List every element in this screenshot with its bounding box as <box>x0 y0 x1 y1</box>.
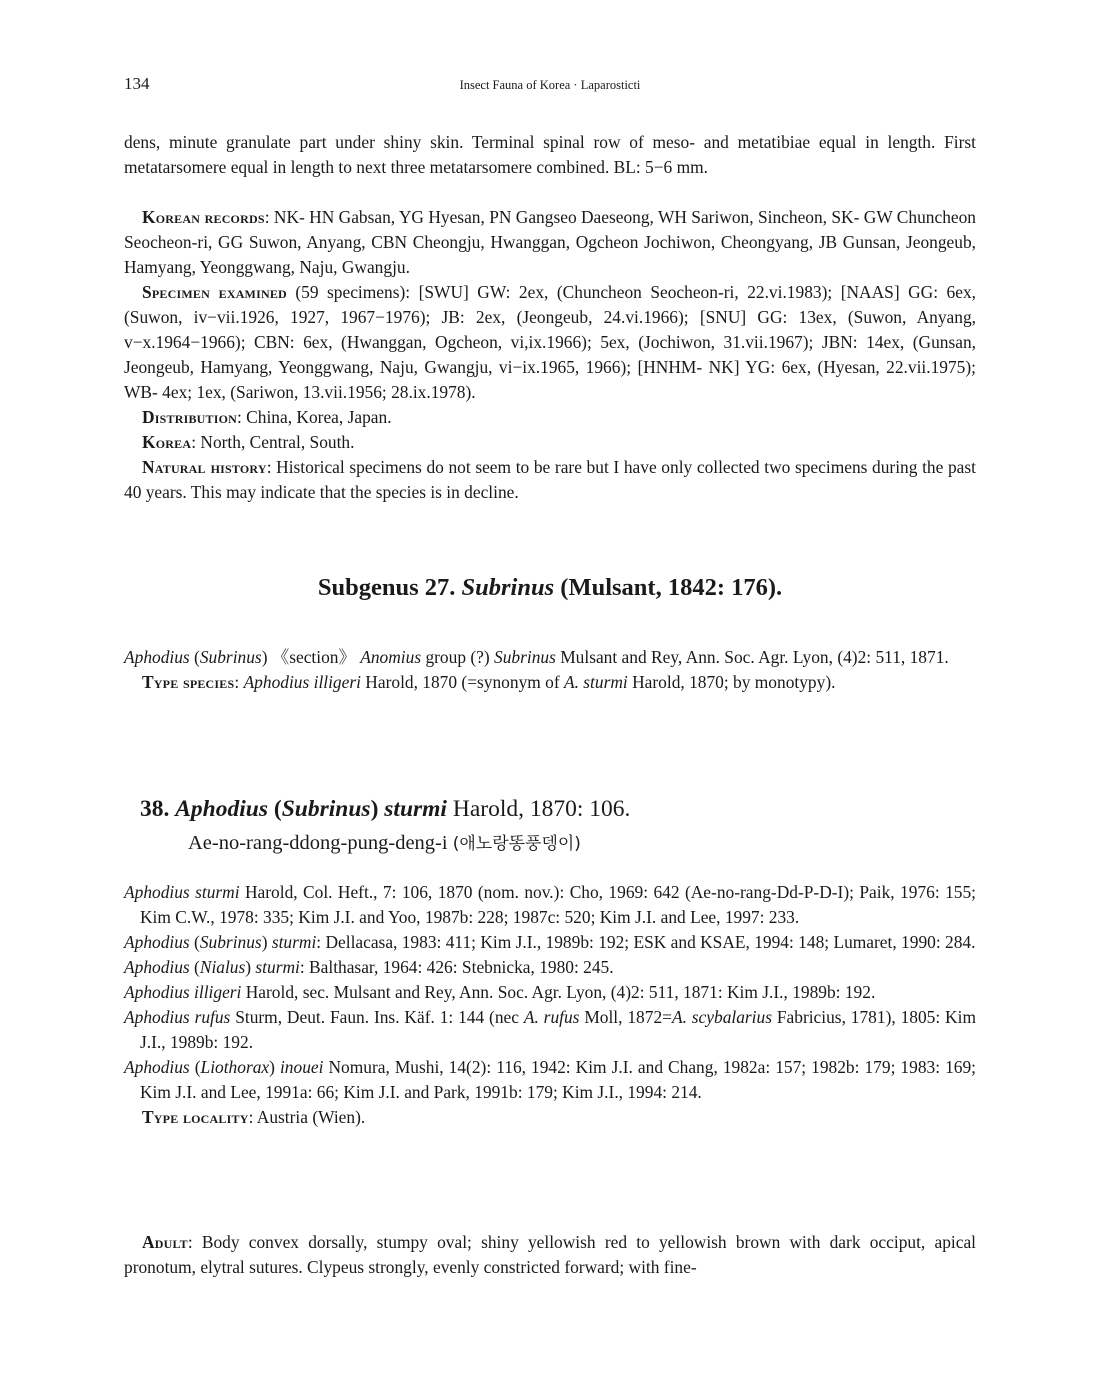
synonym-subgenus: Nialus <box>199 957 246 977</box>
korea-label: Korea <box>142 432 192 452</box>
distribution-paragraph <box>124 405 976 430</box>
synonym-entry <box>124 930 976 955</box>
species-common-name-line <box>188 829 581 855</box>
specimen-examined-paragraph <box>124 280 976 405</box>
distribution-text: : China, Korea, Japan. <box>237 407 392 427</box>
specimen-examined-label: Specimen examined <box>142 282 287 302</box>
synonym-subgenus: Subrinus <box>199 932 262 952</box>
type-locality-text: : Austria (Wien). <box>248 1107 366 1127</box>
syn-text: Mulsant and Rey, Ann. Soc. Agr. Lyon, (4)2: 511, 1871. <box>555 647 949 667</box>
type-text: Harold, 1870 (=synonym of <box>360 672 564 692</box>
synonym-name: Aphodius sturmi <box>124 882 240 902</box>
species-common-name: Ae-no-rang-ddong-pung-deng-i <box>188 832 448 854</box>
synonym-text: ) <box>261 932 272 952</box>
synonym-entry <box>124 980 976 1005</box>
type-text: : <box>234 672 244 692</box>
synonym-text: ( <box>189 932 200 952</box>
type-species-label: Type species <box>142 672 235 692</box>
synonym-name: A. rufus <box>523 1007 580 1027</box>
specimen-examined-text: (59 specimens): [SWU] GW: 2ex, (Chuncheon Seocheon-ri, 22.vi.1983); [NAAS] GG: 6ex, (Suwon, iv−vii.1926, 1927, 1967−1976); JB: 2ex, (Jeongeub, 24.vi.1966); [SNU] GG: 13ex, (Suwon, Anyang, v−x.1964−1966); CBN: 6ex, (Hwanggan, Ogcheon, vi,ix.1966); 5ex, (Jochiwon, 31.vii.1967); JBN: 14ex, (Gunsan, Jeongeub, Hamyang, Yeonggwang, Naju, Gwangju, vi−ix.1965, 1966); [HNHM- NK] YG: 6ex, (Hyesan, 22.vii.1975); WB- 4ex; 1ex, (Sariwon, 13.vii.1956; 28.ix.1978). <box>124 282 976 402</box>
species-heading <box>140 796 630 823</box>
synonym-entry <box>124 955 976 980</box>
species-subgenus: (Subrinus) <box>273 796 379 822</box>
synonym-citation: Nomura, Mushi, 14(2): 116, 1942: Kim J.I. and Chang, 1982a: 157; 1982b: 179; 1983: 169; Kim J.I. and Lee, 1991a: 66; Kim J.I. and Park, 1991b: 179; Kim J.I., 1994: 214. <box>140 1057 976 1102</box>
synonym-name: Aphodius <box>124 1057 190 1077</box>
synonym-citation: : Dellacasa, 1983: 411; Kim J.I., 1989b: 192; ESK and KSAE, 1994: 148; Lumaret, 1990: 284. <box>316 932 976 952</box>
syn-subgenus: Subrinus <box>494 647 556 667</box>
korean-records-text: : NK- HN Gabsan, YG Hyesan, PN Gangseo Daeseong, WH Sariwon, Sincheon, SK- GW Chuncheon Seocheon-ri, GG Suwon, Anyang, CBN Cheongju, Hwanggan, Ogcheon Jochiwon, Cheongyang, JB Gunsan, Jeongeub, Hamyang, Yeonggwang, Naju, Gwangju. <box>124 207 976 277</box>
adult-label: Adult <box>142 1232 188 1252</box>
natural-history-label: Natural history <box>142 457 267 477</box>
synonym-citation: Harold, sec. Mulsant and Rey, Ann. Soc. Agr. Lyon, (4)2: 511, 1871: Kim J.I., 1989b: 192. <box>241 982 876 1002</box>
syn-section: Anomius <box>360 647 422 667</box>
type-species-name: A. sturmi <box>563 672 628 692</box>
syn-genus: Aphodius <box>124 647 190 667</box>
korea-paragraph <box>124 430 976 455</box>
continued-description <box>124 130 976 180</box>
synonym-citation: Moll, 1872= <box>579 1007 672 1027</box>
synonym-name: Aphodius <box>124 932 190 952</box>
species-korean-name: (애노랑똥풍뎅이) <box>452 834 581 854</box>
synonym-citation: : Balthasar, 1964: 426: Stebnicka, 1980: 245. <box>299 957 614 977</box>
species-genus: Aphodius <box>175 796 268 822</box>
syn-text: group (?) <box>421 647 495 667</box>
species-synonymy <box>124 880 976 1130</box>
page-header <box>124 74 976 98</box>
continued-paragraph: dens, minute granulate part under shiny skin. Terminal spinal row of meso- and metatibiae equal in length. First metatarsomere equal in length to next three metatarsomere combined. BL: 5−6 mm. <box>124 132 976 177</box>
synonym-text: ( <box>189 1057 201 1077</box>
synonym-citation: Fabricius, 1781), 1805: Kim J.I., 1989b: 192. <box>140 1007 976 1052</box>
running-title: Insect Fauna of Korea · Laparosticti <box>459 78 641 92</box>
syn-text: ) 《section》 <box>261 647 361 667</box>
natural-history-paragraph <box>124 455 976 505</box>
synonym-epithet: sturmi <box>271 932 317 952</box>
synonym-entry <box>124 1005 976 1055</box>
synonym-epithet: sturmi <box>255 957 300 977</box>
korean-records-label: Korean records <box>142 207 265 227</box>
synonym-citation: Harold, Col. Heft., 7: 106, 1870 (nom. nov.): Cho, 1969: 642 (Ae-no-rang-Dd-P-D-I); Paik, 1976: 155; Kim C.W., 1978: 335; Kim J.I. and Yoo, 1987b: 228; 1987c: 520; Kim J.I. and Lee, 1997: 233. <box>140 882 976 927</box>
subgenus-heading <box>124 574 976 602</box>
synonym-entry <box>124 1055 976 1105</box>
type-locality-paragraph <box>124 1105 976 1130</box>
type-text: Harold, 1870; by monotypy). <box>627 672 836 692</box>
synonym-citation: Sturm, Deut. Faun. Ins. Käf. 1: 144 (nec <box>230 1007 524 1027</box>
adult-text: : Body convex dorsally, stumpy oval; shiny yellowish red to yellowish brown with dark occiput, apical pronotum, elytral sutures. Clypeus strongly, evenly constricted forward; with fine- <box>124 1232 976 1277</box>
type-locality-label: Type locality <box>142 1107 249 1127</box>
synonym-text: ) <box>269 1057 280 1077</box>
syn-text: ( <box>189 647 200 667</box>
subgenus-synonym-entry <box>124 645 976 670</box>
adult-paragraph <box>124 1230 976 1280</box>
adult-description <box>124 1230 976 1280</box>
subgenus-name: Subrinus <box>461 574 555 601</box>
species-subgenus-name: Subrinus <box>281 796 371 822</box>
type-species-paragraph <box>124 670 976 695</box>
synonym-name: A. scybalarius <box>671 1007 772 1027</box>
subgenus-prefix: Subgenus 27. <box>317 574 462 601</box>
synonym-name: Aphodius rufus <box>124 1007 231 1027</box>
species-epithet: sturmi <box>384 796 447 822</box>
synonym-text: ) <box>245 957 256 977</box>
synonym-epithet: inouei <box>279 1057 324 1077</box>
species-number: 38. <box>140 796 170 822</box>
synonym-subgenus: Liothorax <box>200 1057 270 1077</box>
natural-history-text: : Historical specimens do not seem to be rare but I have only collected two specimens during the past 40 years. This may indicate that the species is in decline. <box>124 457 976 502</box>
previous-species-records <box>124 205 976 505</box>
korean-records-paragraph <box>124 205 976 280</box>
subgenus-authority: (Mulsant, 1842: 176). <box>554 574 783 601</box>
korea-text: : North, Central, South. <box>191 432 355 452</box>
subgenus-synonymy <box>124 645 976 695</box>
synonym-text: ( <box>189 957 200 977</box>
page-number: 134 <box>124 74 150 93</box>
synonym-name: Aphodius illigeri <box>124 982 242 1002</box>
synonym-name: Aphodius <box>124 957 190 977</box>
synonym-entry <box>124 880 976 930</box>
distribution-label: Distribution <box>142 407 237 427</box>
species-authority: Harold, 1870: 106. <box>446 796 631 822</box>
type-species-name: Aphodius illigeri <box>243 672 361 692</box>
syn-subgenus: Subrinus <box>199 647 262 667</box>
